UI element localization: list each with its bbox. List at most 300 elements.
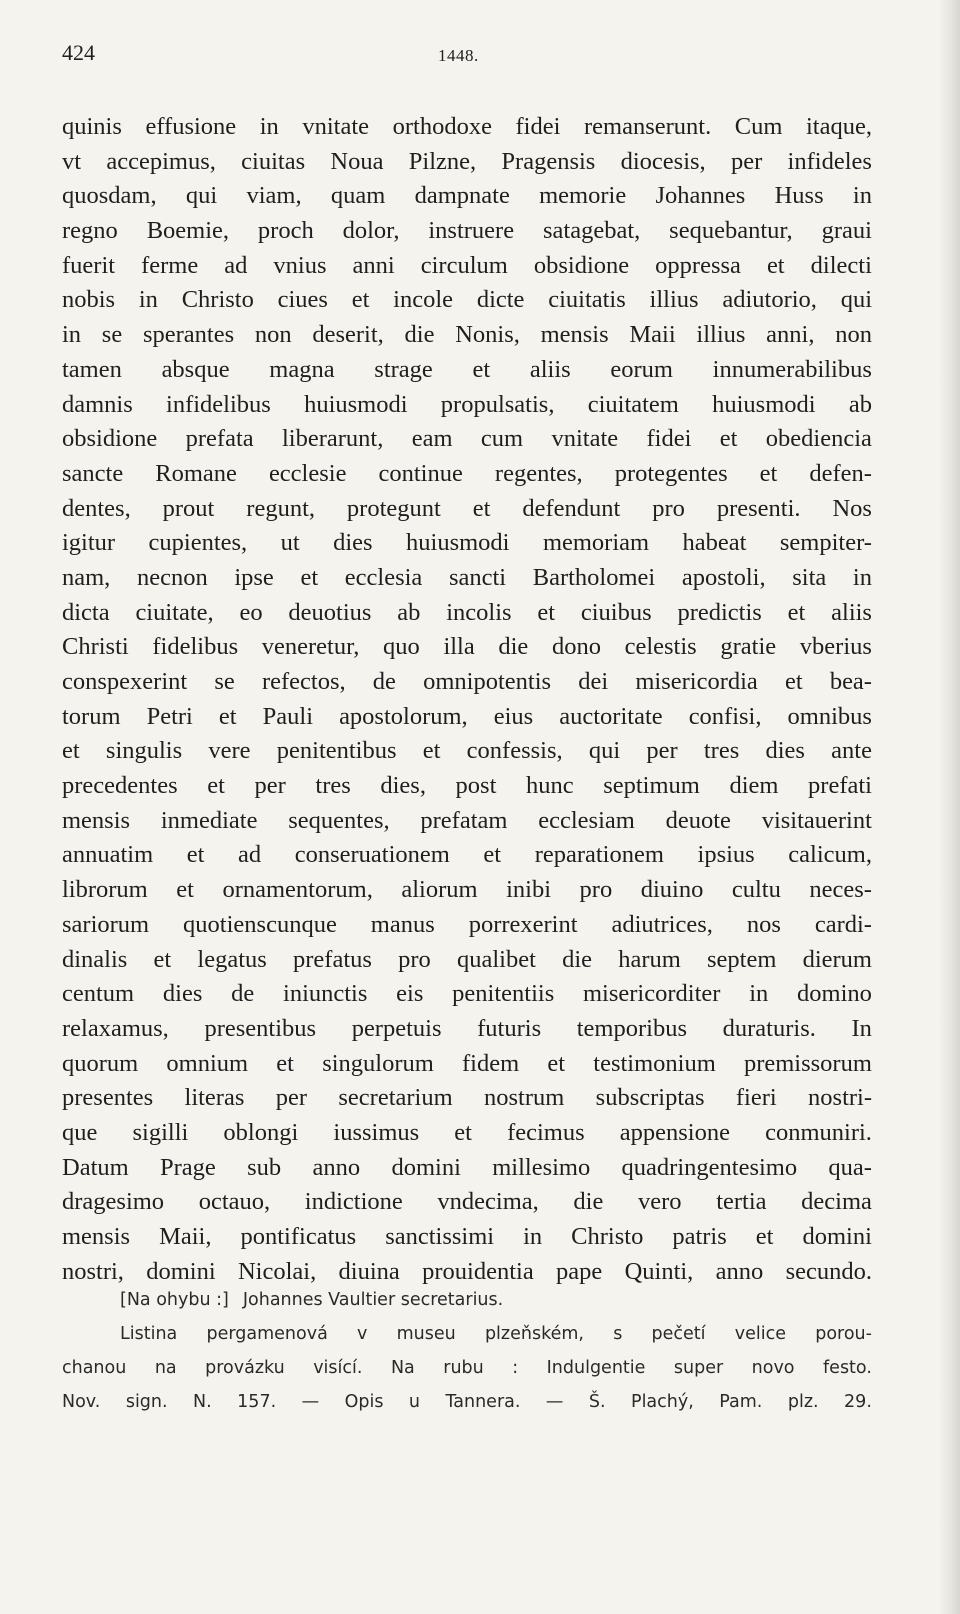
- word: pro: [398, 945, 431, 973]
- word: singulorum: [322, 1049, 434, 1077]
- word: inibi: [506, 876, 552, 904]
- word: et: [300, 563, 319, 591]
- page-edge-shadow: [938, 0, 960, 1614]
- word: quadringentesimo: [621, 1153, 798, 1181]
- body-line: [62, 1151, 872, 1186]
- word: dono: [551, 633, 601, 661]
- word: Pilzne,: [408, 147, 477, 175]
- word: ecclesie: [268, 459, 347, 487]
- word: decima: [801, 1188, 872, 1216]
- word: conseruationem: [294, 841, 450, 869]
- word: accepimus,: [106, 147, 216, 175]
- word: et: [218, 702, 237, 730]
- word: visící.: [313, 1358, 363, 1378]
- word: et: [547, 1049, 566, 1077]
- word: vnitate: [302, 113, 370, 140]
- word: secundo.: [785, 1257, 872, 1285]
- word: presentibus: [204, 1014, 317, 1042]
- body-line: [62, 943, 872, 978]
- word: subscriptas: [595, 1084, 705, 1112]
- word: provázku: [205, 1358, 285, 1378]
- word: absque: [161, 355, 230, 383]
- body-line: [62, 1116, 872, 1151]
- word: festo.: [823, 1358, 872, 1378]
- word: auctoritate: [559, 702, 663, 730]
- word: misericorditer: [583, 980, 721, 1008]
- word: necnon: [136, 563, 208, 591]
- word: gratie: [720, 633, 777, 661]
- word: super: [673, 1358, 724, 1378]
- word: Nonis,: [455, 321, 520, 349]
- word: annuatim: [62, 841, 154, 869]
- word: Pauli: [262, 702, 314, 730]
- word: nostrum: [484, 1084, 565, 1112]
- word: satagebat,: [542, 217, 641, 245]
- word: Nicolai,: [237, 1257, 317, 1285]
- word: quo: [383, 633, 420, 661]
- word: prefatus: [293, 945, 372, 973]
- body-line: [62, 492, 872, 527]
- word: penitentiis: [452, 980, 555, 1008]
- word: Romane: [155, 459, 237, 487]
- word: presentes: [62, 1084, 154, 1112]
- word: per: [646, 737, 678, 765]
- word: quotienscunque: [183, 910, 337, 938]
- body-line: [62, 700, 872, 735]
- word: domini: [146, 1257, 216, 1285]
- word: temporibus: [576, 1014, 687, 1042]
- word: sequentes,: [288, 806, 390, 834]
- word: perpetuis: [351, 1014, 442, 1042]
- body-line: [62, 388, 872, 423]
- word: pergamenová: [206, 1324, 328, 1344]
- word: propulsatis,: [440, 390, 555, 418]
- word: ornamentorum,: [222, 876, 373, 904]
- word: instruere: [428, 217, 515, 245]
- word: orthodoxe: [392, 113, 492, 140]
- body-line: [62, 457, 872, 492]
- word: confessis,: [466, 737, 563, 765]
- body-line: [62, 665, 872, 700]
- word: qui: [588, 737, 621, 765]
- word: et: [351, 286, 370, 314]
- word: et: [276, 1049, 294, 1077]
- word: obsidione: [62, 425, 158, 453]
- word: et: [454, 1118, 472, 1146]
- word: magna: [269, 355, 335, 383]
- word: nostri-: [808, 1084, 872, 1112]
- body-line: [62, 1047, 872, 1082]
- word: qui: [840, 286, 872, 314]
- word: die: [562, 945, 593, 973]
- word: memorie: [539, 182, 627, 210]
- word: ciuitatis: [548, 286, 626, 314]
- word: ab: [848, 390, 872, 418]
- word: fieri: [735, 1084, 777, 1112]
- word: cultu: [731, 876, 781, 904]
- word: se: [214, 668, 235, 695]
- word: sariorum: [62, 910, 150, 938]
- word: porrexerint: [468, 910, 578, 938]
- word: sempiter-: [779, 529, 872, 557]
- word: oppressa: [655, 251, 741, 279]
- word: in: [138, 286, 158, 314]
- word: eis: [396, 980, 424, 1008]
- word: Tannera.: [445, 1392, 521, 1412]
- word: se: [101, 321, 123, 349]
- word: in: [259, 113, 279, 140]
- word: ipse: [234, 563, 274, 591]
- word: dies: [333, 529, 373, 557]
- word: Plachý,: [631, 1392, 694, 1412]
- body-line: [62, 838, 872, 873]
- word: tres: [315, 772, 351, 800]
- word: quam: [330, 182, 386, 210]
- body-line: [62, 214, 872, 249]
- word: non: [835, 321, 872, 349]
- word: huiusmodi: [406, 529, 510, 557]
- word: in: [749, 980, 769, 1008]
- word: protegunt: [346, 494, 441, 522]
- word: et: [422, 737, 441, 765]
- body-line: [62, 561, 872, 596]
- word: tres: [703, 737, 740, 765]
- word: et: [483, 841, 502, 869]
- body-line: [62, 110, 872, 145]
- word: sanctissimi: [385, 1223, 495, 1250]
- word: plzeňském,: [484, 1324, 584, 1344]
- word: testimonium: [593, 1049, 716, 1077]
- word: dinalis: [62, 945, 128, 973]
- body-line: [62, 734, 872, 769]
- word: legatus: [197, 945, 267, 973]
- word: :: [512, 1358, 519, 1378]
- word: anni,: [766, 321, 815, 349]
- word: per: [254, 772, 286, 800]
- word: quosdam,: [62, 182, 157, 210]
- word: mensis: [62, 806, 131, 834]
- word: dolor,: [342, 217, 400, 245]
- body-line: [62, 804, 872, 839]
- word: protegentes: [614, 459, 728, 487]
- word: defendunt: [522, 494, 621, 522]
- word: vt: [62, 147, 82, 175]
- word: reparationem: [534, 841, 664, 869]
- word: fidelibus: [152, 633, 239, 661]
- body-line: [62, 1185, 872, 1220]
- word: in: [852, 182, 872, 210]
- word: apostoli,: [681, 563, 766, 591]
- word: prefati: [808, 772, 872, 800]
- word: misericordia: [635, 668, 758, 695]
- word: sancti: [448, 563, 507, 591]
- word: habeat: [682, 529, 747, 557]
- word: presenti.: [716, 494, 801, 522]
- word: pečetí: [651, 1324, 706, 1344]
- word: igitur: [62, 529, 116, 557]
- word: huiusmodi: [304, 390, 408, 418]
- word: pro: [579, 876, 613, 904]
- word: fecimus: [507, 1118, 585, 1146]
- word: Noua: [330, 147, 384, 175]
- word: vberius: [799, 633, 872, 661]
- word: huiusmodi: [712, 390, 816, 418]
- word: Christo: [571, 1223, 644, 1250]
- word: Pragensis: [501, 147, 596, 175]
- word: rubu: [443, 1358, 484, 1378]
- word: In: [851, 1014, 872, 1042]
- word: Christi: [62, 633, 129, 661]
- word: viam,: [246, 182, 302, 210]
- word: et: [176, 876, 194, 904]
- word: Petri: [146, 702, 193, 730]
- word: visitauerint: [761, 806, 872, 834]
- word: sign.: [125, 1392, 168, 1412]
- word: aliis: [831, 598, 872, 626]
- word: diocesis,: [620, 147, 706, 175]
- word: que: [62, 1118, 98, 1146]
- word: pro: [652, 494, 685, 522]
- word: calicum,: [788, 841, 872, 869]
- word: prouidentia: [422, 1257, 534, 1285]
- word: infidelibus: [166, 390, 271, 418]
- running-head-year: 1448.: [438, 46, 479, 65]
- word: Listina: [120, 1324, 178, 1344]
- body-line: [62, 908, 872, 943]
- word: nostri,: [62, 1257, 124, 1285]
- word: et: [787, 598, 806, 626]
- word: Quinti,: [624, 1257, 694, 1285]
- body-line: [62, 977, 872, 1012]
- word: ipsius: [697, 841, 755, 869]
- word: dei: [578, 668, 609, 695]
- word: precedentes: [62, 772, 178, 800]
- word: vnitate: [551, 425, 619, 453]
- body-line: [62, 526, 872, 561]
- word: Maii: [629, 321, 676, 349]
- word: dierum: [802, 945, 872, 973]
- word: de: [231, 980, 255, 1008]
- word: eam: [411, 425, 453, 453]
- word: duraturis.: [722, 1014, 816, 1042]
- word: eo: [239, 598, 263, 626]
- word: iussimus: [333, 1118, 420, 1146]
- word: innumerabilibus: [712, 355, 872, 383]
- word: ad: [238, 841, 262, 869]
- word: septem: [706, 945, 777, 973]
- word: continue: [378, 459, 463, 487]
- word: effusione: [145, 113, 237, 140]
- note-line: [62, 1351, 872, 1385]
- word: torum: [62, 702, 121, 730]
- word: quinis: [62, 113, 122, 140]
- body-line: [62, 145, 872, 180]
- word: sancte: [62, 459, 124, 487]
- word: Pam.: [719, 1392, 763, 1412]
- body-line: [62, 179, 872, 214]
- word: plz.: [787, 1392, 819, 1412]
- word: deuote: [665, 806, 731, 834]
- word: defen-: [809, 459, 872, 487]
- body-line: [62, 1081, 872, 1116]
- word: prout: [162, 494, 215, 522]
- word: conmuniri.: [765, 1118, 872, 1146]
- word: eius: [493, 702, 534, 730]
- word: ecclesiam: [538, 806, 635, 834]
- word: anni: [352, 251, 395, 279]
- word: liberarunt,: [282, 425, 384, 453]
- word: strage: [374, 355, 433, 383]
- word: 29.: [844, 1392, 872, 1412]
- word: adiutrices,: [611, 910, 713, 938]
- word: bea-: [829, 668, 872, 695]
- word: sequebantur,: [669, 217, 793, 245]
- body-line: [62, 422, 872, 457]
- word: sperantes: [142, 321, 235, 349]
- word: Johannes: [655, 182, 746, 210]
- word: dilecti: [810, 251, 872, 279]
- word: Na: [390, 1358, 415, 1378]
- word: vero: [638, 1188, 682, 1216]
- word: Nos: [832, 494, 872, 522]
- word: ab: [397, 598, 421, 626]
- word: diuina: [338, 1257, 400, 1285]
- word: aliorum: [401, 876, 478, 904]
- word: neces-: [809, 876, 872, 904]
- word: pape: [556, 1257, 603, 1285]
- word: tertia: [716, 1188, 767, 1216]
- word: domino: [797, 980, 872, 1008]
- word: dies: [765, 737, 805, 765]
- word: et: [472, 355, 491, 383]
- body-line: [62, 769, 872, 804]
- word: remanserunt.: [583, 113, 712, 140]
- word: obediencia: [765, 425, 872, 453]
- word: penitentibus: [276, 737, 397, 765]
- word: secretarium: [338, 1084, 453, 1112]
- body-line: [62, 1220, 872, 1255]
- word: adiutorio,: [722, 286, 817, 314]
- word: Indulgentie: [546, 1358, 646, 1378]
- word: confisi,: [688, 702, 762, 730]
- word: s: [613, 1324, 623, 1344]
- word: die: [498, 633, 529, 661]
- word: sub: [247, 1153, 282, 1181]
- word: aliis: [529, 355, 571, 383]
- word: Maii,: [159, 1223, 212, 1250]
- word: Š.: [588, 1392, 606, 1412]
- word: per: [730, 147, 763, 175]
- word: et: [153, 945, 172, 973]
- word: omnium: [166, 1049, 249, 1077]
- word: cardi-: [814, 910, 872, 938]
- word: relaxamus,: [62, 1014, 169, 1042]
- word: et: [755, 1223, 774, 1250]
- word: die: [573, 1188, 604, 1216]
- word: et: [784, 668, 803, 695]
- word: deuotius: [288, 598, 372, 626]
- note-endorsement-text: Johannes Vaultier secretarius.: [242, 1290, 504, 1310]
- word: dampnate: [414, 182, 510, 210]
- word: Bartholomei: [532, 563, 656, 591]
- charter-body-text: [62, 110, 872, 1289]
- word: pontificatus: [240, 1223, 357, 1250]
- word: in: [62, 321, 82, 349]
- word: septimum: [603, 772, 700, 800]
- word: predictis: [677, 598, 762, 626]
- word: ecclesia: [344, 563, 423, 591]
- note-endorsement-label: [Na ohybu :]: [120, 1290, 229, 1310]
- word: Prage: [160, 1153, 216, 1181]
- word: appensione: [619, 1118, 730, 1146]
- word: prefata: [185, 425, 254, 453]
- word: oblongi: [223, 1118, 299, 1146]
- word: de: [372, 668, 396, 695]
- word: singulis: [105, 737, 183, 765]
- body-line: [62, 249, 872, 284]
- word: ciues: [277, 286, 328, 314]
- word: cupientes,: [148, 529, 248, 557]
- note-line: [62, 1317, 872, 1351]
- word: literas: [184, 1084, 245, 1112]
- word: regunt,: [246, 494, 315, 522]
- word: —: [301, 1392, 320, 1412]
- body-line: [62, 1012, 872, 1047]
- word: N.: [193, 1392, 212, 1412]
- word: veneretur,: [261, 633, 360, 661]
- word: centum: [62, 980, 135, 1008]
- word: damnis: [62, 390, 133, 418]
- word: dicta: [62, 598, 110, 626]
- word: nobis: [62, 286, 116, 314]
- word: sigilli: [132, 1118, 189, 1146]
- word: nos: [746, 910, 781, 938]
- word: regentes,: [494, 459, 583, 487]
- word: millesimo: [492, 1153, 591, 1181]
- word: domini: [391, 1153, 461, 1181]
- word: mensis: [540, 321, 609, 349]
- word: tamen: [62, 355, 122, 383]
- word: qualibet: [456, 945, 536, 973]
- word: incolis: [446, 598, 512, 626]
- word: deserit,: [312, 321, 384, 349]
- word: eorum: [610, 355, 673, 383]
- note-line: [62, 1385, 872, 1419]
- word: prefatam: [420, 806, 508, 834]
- word: illa: [443, 633, 475, 661]
- word: et: [759, 459, 778, 487]
- word: —: [545, 1392, 564, 1412]
- word: Datum: [62, 1153, 129, 1181]
- word: ante: [831, 737, 872, 765]
- word: et: [719, 425, 738, 453]
- word: anno: [312, 1153, 361, 1181]
- word: librorum: [62, 876, 148, 904]
- word: dies,: [380, 772, 426, 800]
- body-line: [62, 873, 872, 908]
- word: dentes,: [62, 494, 131, 522]
- word: ciuitas: [241, 147, 306, 175]
- word: Boemie,: [146, 217, 230, 245]
- word: mensis: [62, 1223, 131, 1250]
- word: Nov.: [62, 1392, 101, 1412]
- word: velice: [734, 1324, 786, 1344]
- word: in: [852, 563, 872, 591]
- word: et: [207, 772, 225, 800]
- word: ad: [224, 251, 248, 279]
- word: octauo,: [198, 1188, 271, 1216]
- word: graui: [821, 217, 872, 245]
